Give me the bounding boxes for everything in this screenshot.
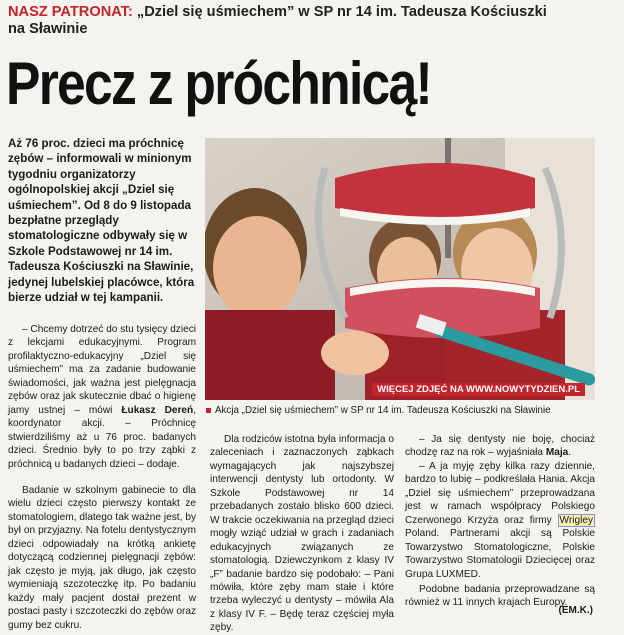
person-name: Łukasz Dereń <box>121 404 194 416</box>
paragraph: Podobne badania przeprowadzane są również w 11 innych krajach Europy. <box>405 583 595 609</box>
author-credit: (EM.K.) <box>558 605 593 616</box>
brand-highlight: Wrigley <box>559 514 593 526</box>
paragraph-text: – Chcemy dotrzeć do stu tysięcy dzieci z lekcjami edukacyjnymi. Program profilaktyczno-edukacyjny „Dziel się uśmiechem” ma za zadanie budowanie świadomości, jak ważna jest pielęgnacja zębów oraz jak skutecznie dbać o higienę jamy ustnej – mówi <box>8 324 196 416</box>
article-column-2 <box>210 433 394 635</box>
photo-caption: Akcja „Dziel się uśmiechem” w SP nr 14 im. Tadeusza Kościuszki na Sławinie <box>206 405 598 417</box>
paragraph <box>405 433 595 460</box>
paragraph-text: – A ja myję zęby kilka razy dziennie, bardzo to lubię – podkreślała Hania. Akcja „Dziel się uśmiechem” przeprowadzana jest w ramach współpracy Polskiego Czerwonego Krzyża oraz firmy <box>405 460 595 526</box>
article-lead: Aż 76 proc. dzieci ma próchnicę zębów – informowali w minionym tygodniu organizatorzy ogólnopolskiej akcji „Dziel się uśmiechem”. Od 8 do 9 listopada bezpłatne przeglądy stomatologiczne odbywały się w Szkole Podstawowej nr 14 im. Tadeusza Kościuszki na Sławinie, jedynej lubelskiej placówce, która bierze udział w tej kampanii. <box>8 137 195 305</box>
paragraph <box>8 323 196 471</box>
paragraph-text: . <box>568 447 572 459</box>
paragraph-text: , koordynator akcji. – Próchnicę stwierdziliśmy aż u 76 proc. badanych dzieci. Średnio były to po trzy ząbki z próchnicą u badanych dzieci – dodaje. <box>8 404 196 470</box>
paragraph <box>405 460 595 581</box>
paragraph: Badanie w szkolnym gabinecie to dla wielu dzieci często pierwszy kontakt ze stomatologiem, dlatego tak ważne jest, by był on przyjazny. Na fotelu dentystycznym dzieci odpowiadały na krótką ankietę dotyczącą codziennej pielęgnacji zębów: jak często je myją, jak długo, jak często wymieniają szczoteczkę itp. Po badaniu każdy mały pacjent dostał prezent w postaci pasty i szczoteczki do zębów oraz gumy bez cukru. <box>8 484 196 631</box>
article-column-3 <box>405 433 595 610</box>
topic-title-cont: na Sławinie <box>8 21 88 37</box>
paragraph: Dla rodziców istotna była informacja o zaleceniach i zaznaczonych ząbkach wymagających jak najszybszej interwencji dentysty lub ortodonty. W Szkole Podstawowej nr 14 przebadanych zostało blisko 600 dzieci. W trakcie oczekiwania na przegląd dzieci mogły wziąć udział w grach i zadaniach edukacyjnych związanych ze stomatologią. Dziewczynkom z klasy IV „F” badanie bardzo się podobało: – Pani mówiła, które zęby mam stałe i które trzeba wyleczyć u dentysty – mówiła Ala z klasy IV F. – Będę teraz częściej myła zęby. <box>210 434 395 634</box>
topic-title: „Dziel się uśmiechem” w SP nr 14 im. Tadeusza Kościuszki <box>132 4 547 20</box>
section-kicker: NASZ PATRONAT: <box>8 4 133 20</box>
paragraph-text: – Ja się dentysty nie boję, chociaż chodzę raz na rok – wyjaśniała <box>405 434 595 459</box>
person-name: Maja <box>545 447 569 459</box>
article-photo <box>205 138 595 400</box>
paragraph-text: Poland. Partnerami akcji są Polskie Towarzystwo Stomatologiczne, Polskie Towarzystwo Stomatologii Dziecięcej oraz Grupa LUXMED. <box>405 528 595 580</box>
photo-illustration <box>205 138 595 400</box>
topic-line <box>8 4 608 38</box>
photo-gallery-link[interactable]: WIĘCEJ ZDJĘĆ NA WWW.NOWYTYDZIEN.PL <box>372 383 585 396</box>
headline: Precz z próchnicą! <box>6 50 431 117</box>
article-column-1 <box>8 323 196 632</box>
